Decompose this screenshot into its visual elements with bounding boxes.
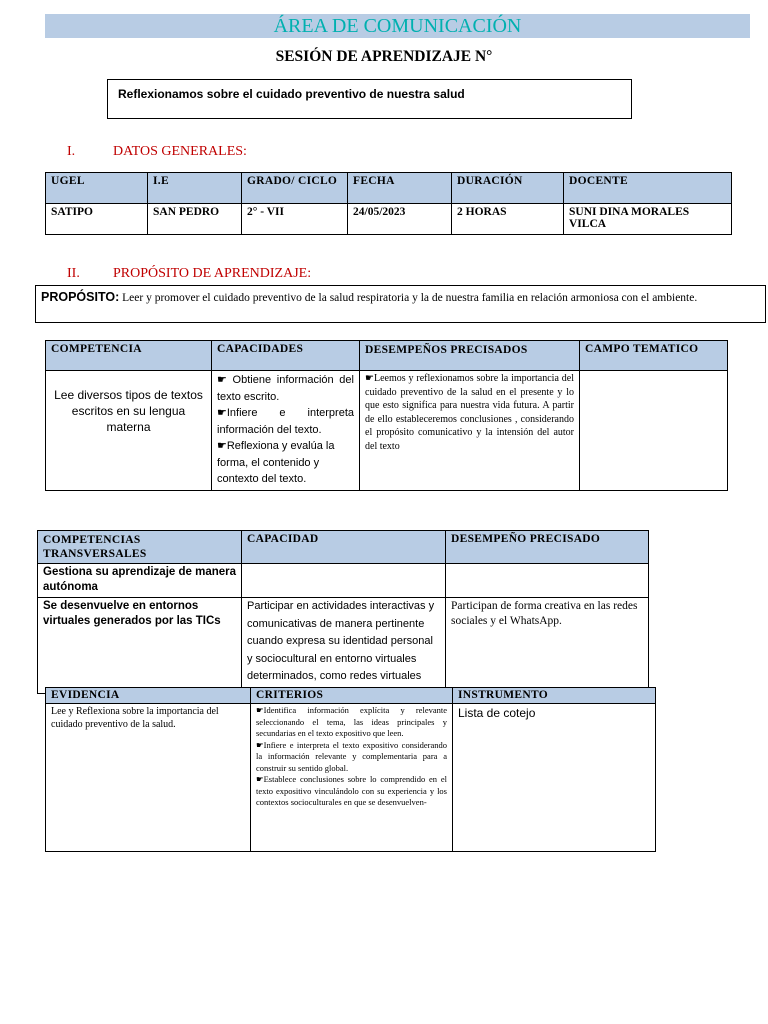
value-fecha: 24/05/2023 bbox=[348, 204, 452, 235]
competencia-table bbox=[45, 340, 728, 491]
criterios-cell bbox=[251, 704, 453, 852]
header-ugel: UGEL bbox=[46, 173, 148, 204]
campo-tematico-cell bbox=[580, 371, 728, 491]
list-item: ☛Identifica información explícita y relevante seleccionando el tema, las ideas principales y secundarias en el texto expositivo que leen. bbox=[256, 705, 447, 738]
transversales-table bbox=[37, 530, 649, 694]
header-criterios: CRITERIOS bbox=[251, 688, 453, 704]
evidencia-cell: Lee y Reflexiona sobre la importancia del cuidado preventivo de la salud. bbox=[46, 704, 251, 852]
header-desempeno-precisado: DESEMPEÑO PRECISADO bbox=[446, 531, 649, 564]
value-ugel: SATIPO bbox=[46, 204, 148, 235]
session-title: SESIÓN DE APRENDIZAJE N° bbox=[275, 48, 493, 65]
header-competencia: COMPETENCIA bbox=[46, 341, 212, 371]
section-2-title: PROPÓSITO DE APRENDIZAJE: bbox=[113, 266, 312, 281]
value-ie: SAN PEDRO bbox=[148, 204, 242, 235]
capacidad-cell: Participar en actividades interactivas y comunicativas de manera pertinente cuando expresa su identidad personal y sociocultural en entorno virtuales determinados, como redes virtuales bbox=[242, 598, 446, 694]
evidencia-table bbox=[45, 687, 656, 852]
header-evidencia: EVIDENCIA bbox=[46, 688, 251, 704]
capacidades-cell bbox=[212, 371, 360, 491]
table-header-row bbox=[38, 531, 649, 564]
table-header-row bbox=[46, 341, 728, 371]
section-2-number: II. bbox=[67, 266, 80, 281]
proposito-text: Leer y promover el cuidado preventivo de la salud respiratoria y la de nuestra familia en relación armoniosa con el ambiente. bbox=[122, 292, 698, 304]
desempenos-cell: ☛Leemos y reflexionamos sobre la importancia del cuidado preventivo de la salud en el presente y lo que esto significa para nuestra vida futura. A partir de ello estableceremos conclusiones , considerando el propósito comunicativo y la intensión del autor del texto bbox=[360, 371, 580, 491]
datos-generales-table bbox=[45, 172, 732, 235]
header-grado: GRADO/ CICLO bbox=[242, 173, 348, 204]
table-row bbox=[46, 704, 656, 852]
area-banner: ÁREA DE COMUNICACIÓN bbox=[45, 14, 750, 38]
header-capacidades: CAPACIDADES bbox=[212, 341, 360, 371]
value-grado: 2° - VII bbox=[242, 204, 348, 235]
header-campo-tematico: CAMPO TEMATICO bbox=[580, 341, 728, 371]
transversal-entornos-virtuales: Se desenvuelve en entornos virtuales generados por las TICs bbox=[38, 598, 242, 694]
header-docente: DOCENTE bbox=[564, 173, 732, 204]
header-fecha: FECHA bbox=[348, 173, 452, 204]
table-row bbox=[38, 598, 649, 694]
table-row bbox=[38, 564, 649, 598]
section-1-number: I. bbox=[67, 144, 76, 159]
table-row bbox=[46, 204, 732, 235]
header-desempenos: DESEMPEÑOS PRECISADOS bbox=[360, 341, 580, 371]
proposito-label: PROPÓSITO: bbox=[41, 290, 120, 304]
list-item: ☛Establece conclusiones sobre lo comprendido en el texto expositivo vinculándolo con su experiencia y los contextos socioculturales en que se desenvuelven- bbox=[256, 774, 447, 807]
list-item: ☛Infiere e interpreta el texto expositivo considerando la información relevante y complementaria para a construir su sentido global. bbox=[256, 739, 447, 773]
table-row bbox=[46, 371, 728, 491]
section-1-title: DATOS GENERALES: bbox=[113, 144, 247, 159]
list-item: ☛Reflexiona y evalúa la forma, el contenido y contexto del texto. bbox=[217, 440, 335, 485]
value-duracion: 2 HORAS bbox=[452, 204, 564, 235]
list-item: ☛Infiere e interpreta información del texto. bbox=[217, 407, 354, 436]
header-instrumento: INSTRUMENTO bbox=[453, 688, 656, 704]
header-competencias-transversales: COMPETENCIAS TRANSVERSALES bbox=[38, 531, 242, 564]
competencia-cell: Lee diversos tipos de textos escritos en su lengua materna bbox=[46, 371, 212, 491]
header-ie: I.E bbox=[148, 173, 242, 204]
empty-cell bbox=[242, 564, 446, 598]
transversal-gestiona: Gestiona su aprendizaje de manera autónoma bbox=[38, 564, 242, 598]
value-docente: SUNI DINA MORALES VILCA bbox=[564, 204, 732, 235]
header-capacidad: CAPACIDAD bbox=[242, 531, 446, 564]
header-duracion: DURACIÓN bbox=[452, 173, 564, 204]
instrumento-cell: Lista de cotejo bbox=[453, 704, 656, 852]
empty-cell bbox=[446, 564, 649, 598]
proposito-box bbox=[35, 285, 766, 323]
desempeno-precisado-cell: Participan de forma creativa en las redes sociales y el WhatsApp. bbox=[446, 598, 649, 694]
list-item: ☛ Obtiene información del texto escrito. bbox=[217, 374, 354, 403]
table-header-row bbox=[46, 688, 656, 704]
session-topic-box: Reflexionamos sobre el cuidado preventivo de nuestra salud bbox=[107, 79, 632, 119]
table-header-row bbox=[46, 173, 732, 204]
